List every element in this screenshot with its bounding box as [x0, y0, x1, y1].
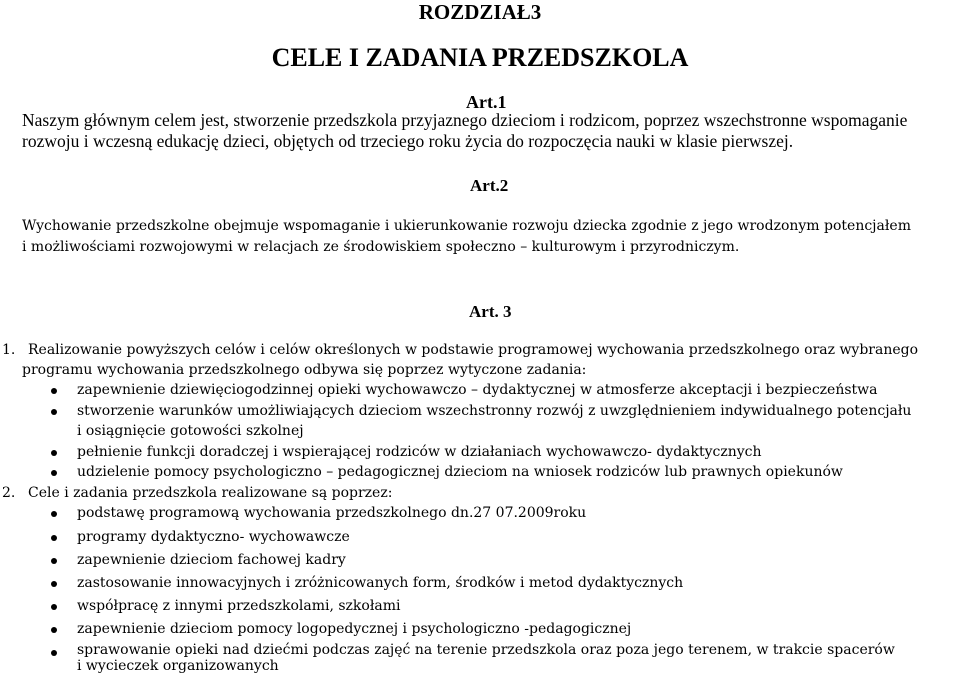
item-2-bullet-3: zapewnienie dzieciom fachowej kadry	[77, 552, 346, 568]
item-1-bullet-4: udzielenie pomocy psychologiczno – pedagogicznej dzieciom na wniosek rodziców lub prawnych opiekunów	[77, 464, 843, 480]
bullet-icon	[51, 409, 57, 415]
bullet-icon	[51, 604, 57, 610]
art3-heading: Art. 3	[469, 302, 512, 321]
art2-line-2: i możliwościami rozwojowymi w relacjach ze środowiskiem społeczno – kulturowym i przyrodniczym.	[22, 239, 740, 255]
document-title: CELE I ZADANIA PRZEDSZKOLA	[271, 43, 689, 72]
item-2-bullet-6: zapewnienie dzieciom pomocy logopedycznej i psychologiczno -pedagogicznej	[77, 621, 632, 637]
item-1-bullet-2: stworzenie warunków umożliwiających dzieciom wszechstronny rozwój z uwzględnieniem indywidualnego potencjału	[77, 403, 912, 419]
bullet-icon	[51, 511, 57, 517]
bullet-icon	[51, 627, 57, 633]
bullet-icon	[51, 470, 57, 476]
art2-heading: Art.2	[470, 176, 509, 195]
bullet-icon	[51, 558, 57, 564]
art1-heading: Art.1	[466, 92, 507, 112]
item-2-bullet-1: podstawę programową wychowania przedszkolnego dn.27 07.2009roku	[77, 505, 587, 521]
art1-line-2: rozwoju i wczesną edukację dzieci, objętych od trzeciego roku życia do rozpoczęcia nauki w klasie pierwszej.	[22, 131, 794, 151]
item-1-bullet-3: pełnienie funkcji doradczej i wspierającej rodziców w działaniach wychowawczo- dydaktycznych	[77, 444, 762, 460]
bullet-icon	[51, 581, 57, 587]
item-1-bullet-1: zapewnienie dziewięciogodzinnej opieki wychowawczo – dydaktycznej w atmosferze akceptacji i bezpieczeństwa	[77, 382, 878, 398]
bullet-icon	[51, 650, 57, 656]
item-2-bullet-7: sprawowanie opieki nad dziećmi podczas zajęć na terenie przedszkola oraz poza jego terenem, w trakcie spacerów	[77, 642, 895, 658]
art1-line-1: Naszym głównym celem jest, stworzenie przedszkola przyjaznego dzieciom i rodzicom, poprzez wszechstronne wspomaganie	[22, 110, 908, 130]
item-2-bullet-2: programy dydaktyczno- wychowawcze	[77, 529, 350, 545]
item-1-line-2: programu wychowania przedszkolnego odbywa się poprzez wytyczone zadania:	[22, 362, 587, 378]
item-1-number: 1.	[2, 342, 16, 358]
item-2-bullet-5: współpracę z innymi przedszkolami, szkołami	[77, 598, 401, 614]
bullet-icon	[51, 388, 57, 394]
item-2-bullet-4: zastosowanie innowacyjnych i zróżnicowanych form, środków i metod dydaktycznych	[77, 575, 684, 591]
item-2-number: 2.	[2, 485, 16, 501]
chapter-heading: ROZDZIAŁ3	[418, 0, 542, 24]
item-1-line-1: Realizowanie powyższych celów i celów określonych w podstawie programowej wychowania przedszkolnego oraz wybranego	[28, 342, 919, 358]
item-2-bullet-7-cont: i wycieczek organizowanych	[77, 658, 279, 674]
item-1-bullet-2-cont: i osiągnięcie gotowości szkolnej	[77, 423, 304, 439]
item-2-line-1: Cele i zadania przedszkola realizowane są poprzez:	[28, 485, 393, 501]
bullet-icon	[51, 450, 57, 456]
bullet-icon	[51, 535, 57, 541]
art2-line-1: Wychowanie przedszkolne obejmuje wspomaganie i ukierunkowanie rozwoju dziecka zgodnie z jego wrodzonym potencjałem	[22, 218, 911, 234]
